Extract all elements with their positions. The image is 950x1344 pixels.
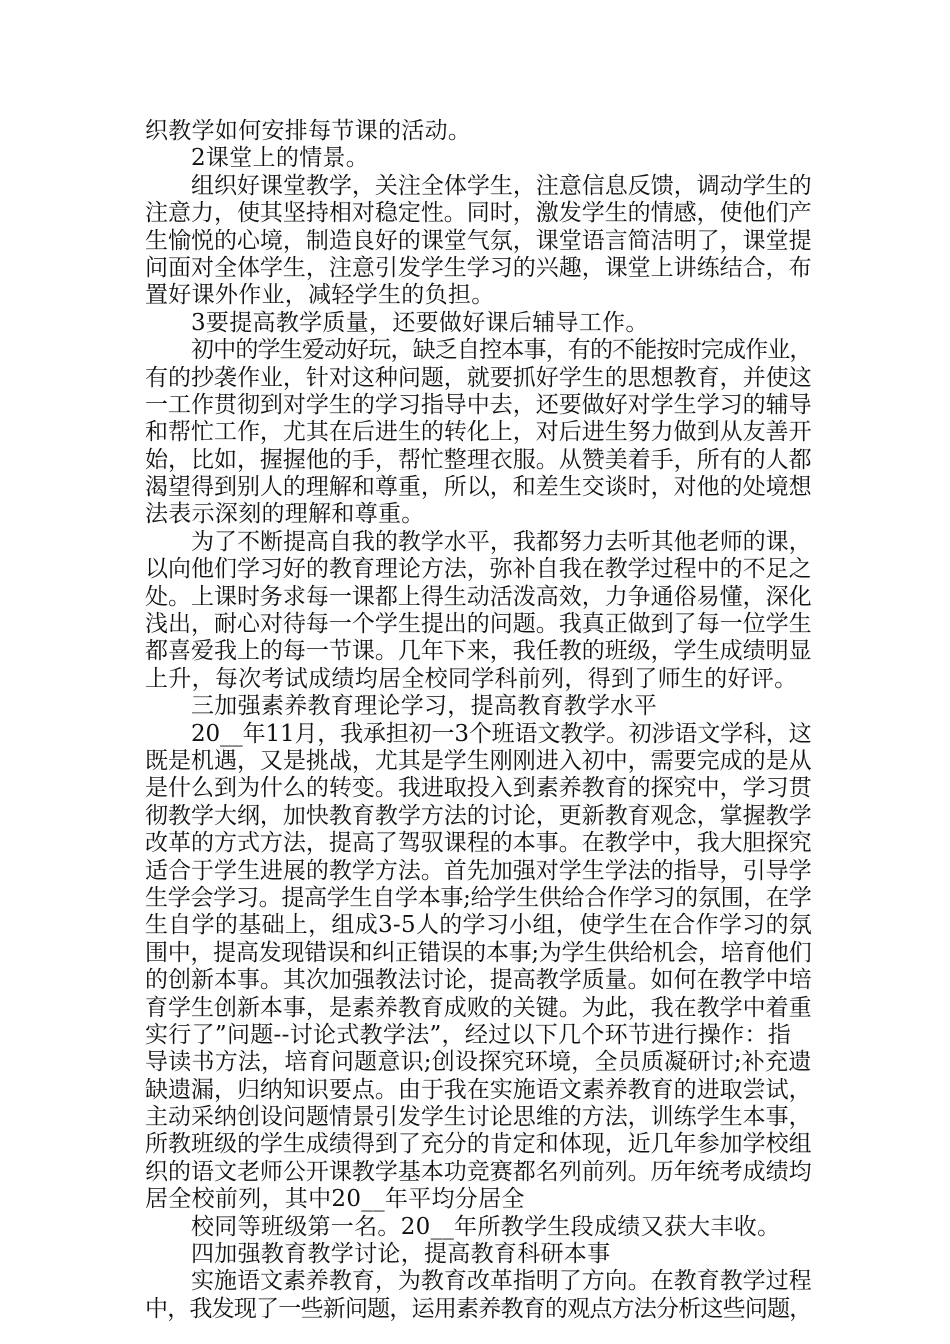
text-line: 所教班级的学生成绩得到了充分的肯定和体现，近几年参加学校组 (145, 1131, 812, 1158)
text-line: 为了不断提高自我的教学水平，我都努力去听其他老师的课， (191, 528, 812, 555)
text-line: 置好课外作业，减轻学生的负担。 (145, 282, 495, 309)
text-line: 2课堂上的情景。 (191, 145, 370, 172)
text-line: 处。上课时务求每一课都上得生动活泼高效，力争通俗易懂，深化 (145, 583, 812, 610)
text-line: 织教学如何安排每节课的活动。 (145, 118, 472, 144)
text-line: 渴望得到别人的理解和尊重，所以，和差生交谈时，对他的处境想 (145, 474, 812, 501)
document-body (145, 118, 813, 1323)
text-line: 浅出，耐心对待每一个学生提出的问题。我真正做到了每一位学生 (145, 611, 812, 638)
text-line: 实施语文素养教育，为教育改革指明了方向。在教育教学过程 (191, 1268, 812, 1295)
text-line: 是什么到为什么的转变。我进取投入到素养教育的探究中，学习贯 (145, 775, 812, 802)
text-line: 上升，每次考试成绩均居全校同学科前列，得到了师生的好评。 (145, 665, 798, 692)
text-line: 三加强素养教育理论学习，提高教育教学水平 (191, 693, 657, 720)
text-line: 和帮忙工作，尤其在后进生的转化上，对后进生努力做到从友善开 (145, 419, 812, 446)
text-line: 导读书方法，培育问题意识;创设探究环境，全员质凝研讨;补充遗 (145, 1049, 812, 1076)
text-line: 缺遗漏，归纳知识要点。由于我在实施语文素养教育的进取尝试， (145, 1076, 812, 1103)
text-line: 围中，提高发现错误和纠正错误的本事;为学生供给机会，培育他们 (145, 939, 812, 966)
text-line: 育学生创新本事，是素养教育成败的关键。为此，我在教学中着重 (145, 994, 812, 1021)
text-line: 生愉悦的心境，制造良好的课堂气氛，课堂语言简洁明了，课堂提 (145, 227, 812, 254)
text-line: 既是机遇，又是挑战，尤其是学生刚刚进入初中，需要完成的是从 (145, 747, 812, 774)
text-line: 生自学的基础上，组成3-5人的学习小组，使学生在合作学习的氛 (145, 912, 813, 939)
text-line: 适合于学生进展的教学方法。首先加强对学生学法的指导，引导学 (145, 857, 812, 884)
text-line: 织的语文老师公开课教学基本功竞赛都名列前列。历年统考成绩均 (145, 1158, 812, 1185)
text-line: 问面对全体学生，注意引发学生学习的兴趣，课堂上讲练结合，布 (145, 254, 812, 281)
text-line: 中，我发现了一些新问题，运用素养教育的观点方法分析这些问题， (145, 1295, 812, 1322)
text-line: 有的抄袭作业，针对这种问题，就要抓好学生的思想教育，并使这 (145, 364, 812, 391)
text-line: 组织好课堂教学，关注全体学生，注意信息反馈，调动学生的 (191, 172, 812, 199)
text-line: 的创新本事。其次加强教法讨论，提高教学质量。如何在教学中培 (145, 967, 812, 994)
text-line: 20__年11月，我承担初一3个班语文教学。初涉语文学科，这 (191, 720, 812, 747)
text-line: 校同等班级第一名。20__年所教学生段成绩又获大丰收。 (191, 1213, 781, 1240)
text-line: 3要提高教学质量，还要做好课后辅导工作。 (191, 309, 649, 336)
text-line: 始，比如，握握他的手，帮忙整理衣服。从赞美着手，所有的人都 (145, 446, 812, 473)
text-line: 彻教学大纲，加快教育教学方法的讨论，更新教育观念，掌握教学 (145, 802, 812, 829)
text-line: 一工作贯彻到对学生的学习指导中去，还要做好对学生学习的辅导 (145, 391, 812, 418)
text-line: 生学会学习。提高学生自学本事;给学生供给合作学习的氛围，在学 (145, 884, 812, 911)
text-line: 实行了”问题--讨论式教学法”，经过以下几个环节进行操作：指 (145, 1021, 792, 1048)
text-line: 主动采纳创设问题情景引发学生讨论思维的方法，训练学生本事， (145, 1104, 812, 1131)
text-line: 四加强教育教学讨论，提高教育科研本事 (191, 1241, 611, 1268)
text-line: 注意力，使其坚持相对稳定性。同时，激发学生的情感，使他们产 (145, 200, 812, 227)
text-line: 居全校前列，其中20__年平均分居全 (145, 1186, 525, 1213)
text-line: 初中的学生爱动好玩，缺乏自控本事，有的不能按时完成作业， (191, 337, 812, 364)
text-line: 都喜爱我上的每一节课。几年下来，我任教的班级，学生成绩明显 (145, 638, 812, 665)
text-line: 改革的方式方法，提高了驾驭课程的本事。在教学中，我大胆探究 (145, 830, 812, 857)
text-line: 以向他们学习好的教育理论方法，弥补自我在教学过程中的不足之 (145, 556, 812, 583)
text-line: 法表示深刻的理解和尊重。 (145, 501, 425, 528)
